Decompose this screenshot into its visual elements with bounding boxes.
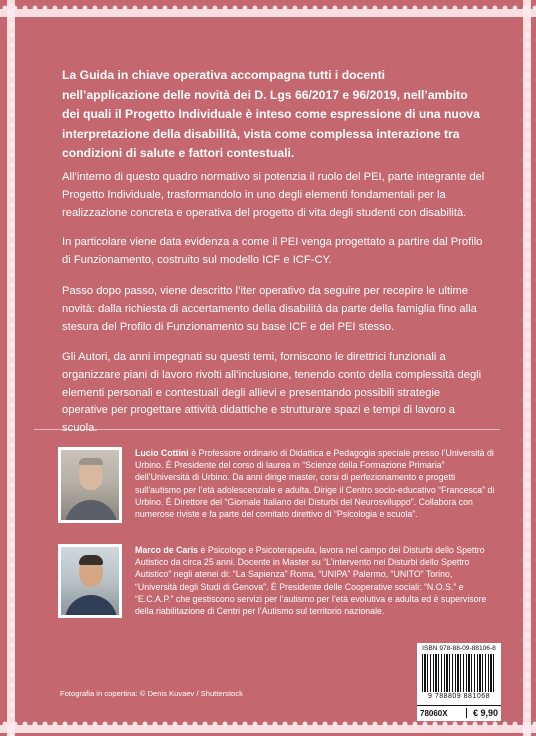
author-bio-text: è Psicologo e Psicoterapeuta, lavora nel campo dei Disturbi dello Spettro Autistico da circa 25 anni. Docente in Master su “L’intervento nei Disturbi dello Spettro Autistico” negli atenei di: “La Sapienza” Roma, “UNIPA” Palermo, “UNITO” Torino, “Università degli Studi di Genova”. È Presidente delle Cooperative sociali: “N.O.S.” e “E.C.A.P.” che gestiscono servizi per l’autismo per l’età evolutiva e adulta ed è supervisore della riabilitazione di Centri per l’Autismo sul territorio nazionale. — [135, 545, 487, 617]
barcode-bars — [422, 654, 496, 692]
portrait-shoulders — [65, 595, 117, 618]
author-name: Marco de Caris — [135, 545, 199, 555]
product-code: 78060X — [420, 709, 448, 718]
author-bio-cottini — [135, 447, 495, 520]
section-divider — [34, 429, 500, 430]
portrait-shoulders — [65, 500, 117, 523]
code-price-row — [417, 705, 501, 722]
paragraph-autori: Gli Autori, da anni impegnati su questi temi, forniscono le direttrici funzionali a organizzare piani di lavoro rivolti all’inclusione, tenendo conto della complessità degli elementi personali e contestuali degli allievi e presentando possibili strategie operative per progettare attività didattiche e strutturare spazi e tempi di lavoro a scuola. — [62, 351, 482, 435]
portrait-hair — [79, 555, 103, 565]
intro-paragraph: La Guida in chiave operativa accompagna tutti i docenti nell’applicazione delle novità dei D. Lgs 66/2017 e 96/2019, nell’ambito dei quali il Progetto Individuale è inteso come espressione di una nuova interpretazione della disabilità, vista come complessa interazione tra condizioni di salute e fattori contestuali. — [62, 68, 480, 160]
price-label: € 9,90 — [466, 708, 498, 718]
author-photo-cottini — [58, 447, 122, 523]
barcode-number: 9 788809 881068 — [428, 693, 490, 700]
author-bio-de-caris — [135, 544, 495, 617]
author-name: Lucio Cottini — [135, 448, 189, 458]
paragraph-iter: Passo dopo passo, viene descritto l’iter operativo da seguire per recepire le ultime novità: dalla richiesta di accertamento della disabilità da parte della famiglia fino alla stesura del Profilo di Funzionamento su base ICF e del PEI stesso. — [62, 285, 477, 333]
photo-credit: Fotografia in copertina: © Denis Kuvaev / Shutterstock — [60, 689, 243, 698]
portrait-hair — [79, 458, 103, 465]
paragraph-profilo: In particolare viene data evidenza a come il PEI venga progettato a partire dal Profilo di Funzionamento, costruito sul modello ICF e ICF-CY. — [62, 236, 483, 266]
isbn-label: ISBN 978-88-09-88106-8 — [422, 645, 496, 652]
author-bio-text: è Professore ordinario di Didattica e Pedagogia speciale presso l’Università di Urbino. È Presidente del corso di laurea in “Scienze della Formazione Primaria” dell’Università di Urbino. Da anni dirige master, corsi di perfezionamento e progetti sull’autismo per l’età adolescenziale e adulta. Dirige il Centro socio-educativo “Francesca” di Urbino. È Direttore del “Giornale Italiano dei Disturbi del Neurosviluppo”. Collabora con numerose riviste e fa parte del comitato direttivo di “Psicologia e scuola”. — [135, 448, 495, 520]
paragraph-pei-role: All’interno di questo quadro normativo si potenzia il ruolo del PEI, parte integrante del Progetto Individuale, trasformandolo in uno degli elementi fondamentali per la realizzazione concreta e operativa del progetto di vita degli studenti con disabilità. — [62, 171, 485, 219]
barcode-block — [417, 643, 501, 721]
author-photo-de-caris — [58, 544, 122, 618]
